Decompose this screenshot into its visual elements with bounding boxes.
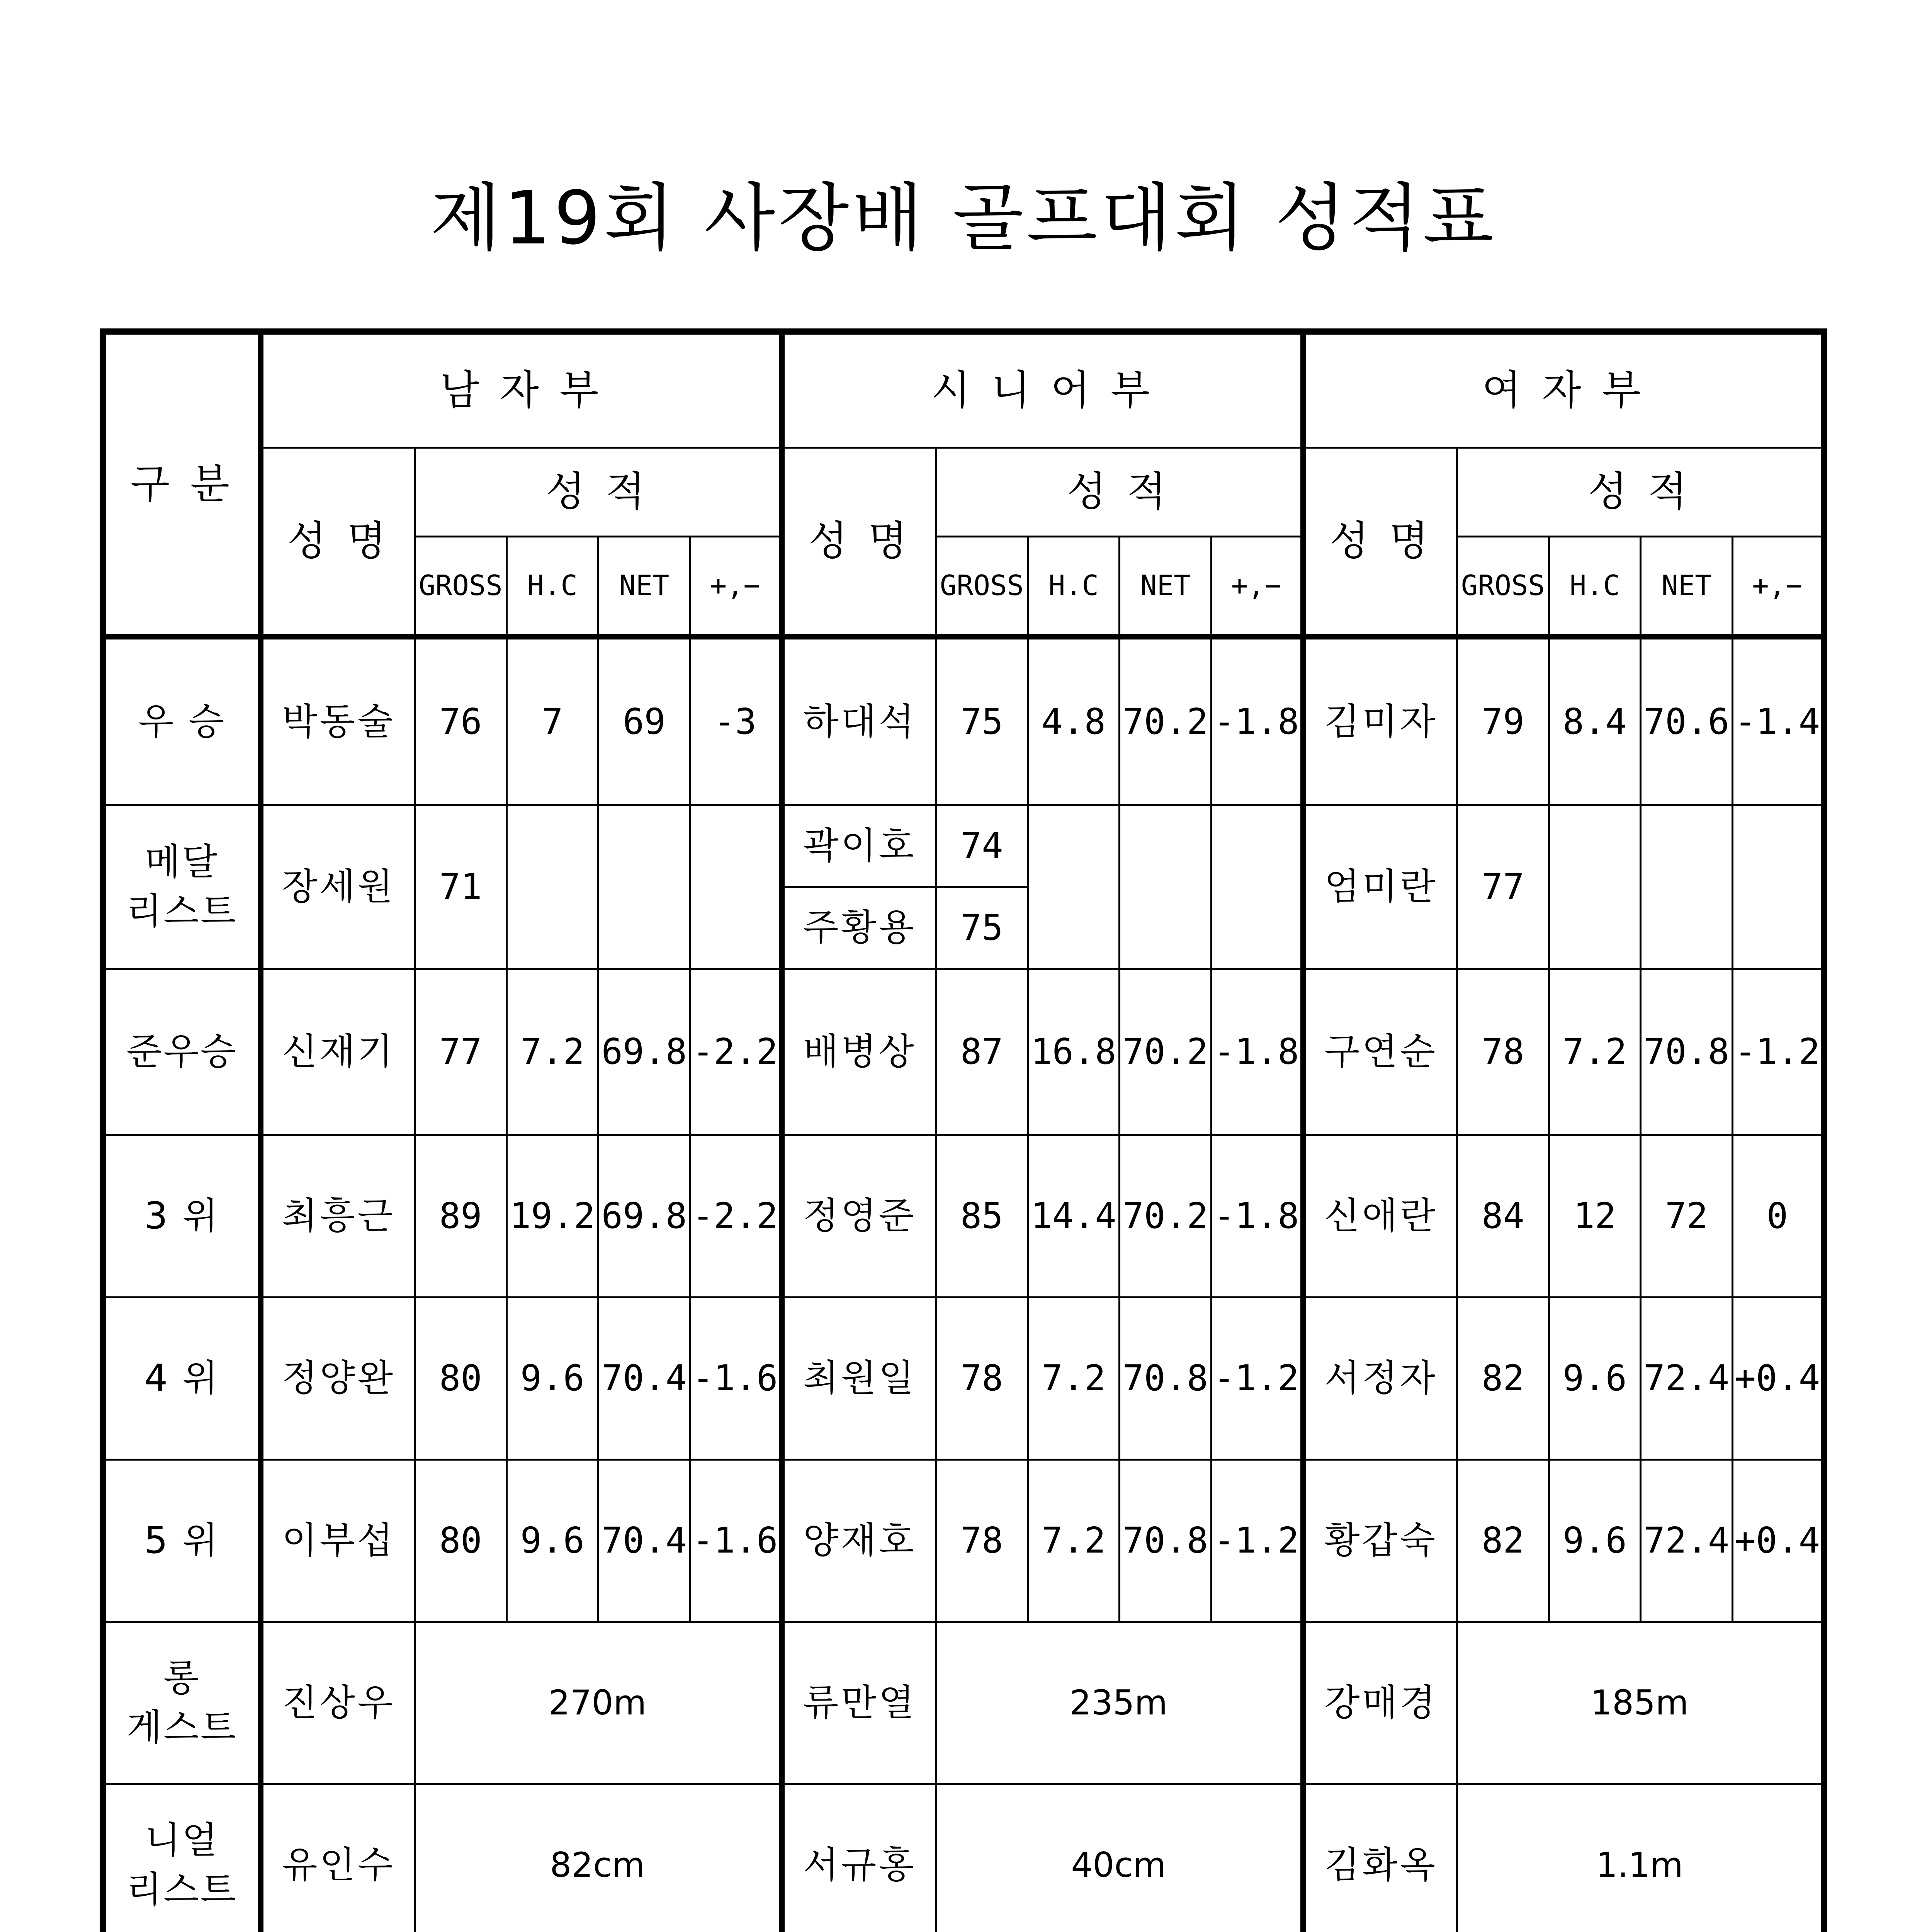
score-diff: -2.2	[690, 1135, 782, 1297]
player-name: 장세원	[261, 805, 415, 969]
division-header-men: 남 자 부	[261, 332, 782, 447]
gross-score: 80	[415, 1459, 506, 1622]
score-diff: -1.8	[1211, 969, 1303, 1135]
score-diff	[1211, 805, 1303, 969]
player-name: 엄미란	[1303, 805, 1457, 969]
player-name: 양재호	[782, 1459, 936, 1622]
net-score	[1641, 805, 1733, 969]
handicap	[1028, 805, 1120, 969]
category-header: 구 분	[103, 332, 261, 637]
row-label: 준우승	[103, 969, 261, 1135]
score-diff: -1.2	[1732, 969, 1824, 1135]
table-row	[103, 1135, 1824, 1297]
handicap: 9.6	[506, 1459, 598, 1622]
net-score: 69.8	[598, 1135, 690, 1297]
score-diff: +0.4	[1732, 1297, 1824, 1459]
score-diff: -1.8	[1211, 637, 1303, 805]
gross-score: 77	[415, 969, 506, 1135]
row-label: 3 위	[103, 1135, 261, 1297]
gross-score: 75	[936, 637, 1028, 805]
col-diff-women: +,−	[1732, 536, 1824, 637]
handicap: 9.6	[506, 1297, 598, 1459]
col-net-women: NET	[1641, 536, 1733, 637]
player-name: 류만열	[782, 1622, 936, 1784]
name-header-women: 성 명	[1303, 447, 1457, 637]
award-value: 40cm	[936, 1784, 1303, 1932]
col-net-senior: NET	[1120, 536, 1212, 637]
award-value: 82cm	[415, 1784, 782, 1932]
gross-score: 78	[936, 1297, 1028, 1459]
net-score: 70.2	[1120, 969, 1212, 1135]
handicap: 8.4	[1549, 637, 1641, 805]
gross-score: 89	[415, 1135, 506, 1297]
table-row	[103, 1784, 1824, 1932]
net-score: 70.4	[598, 1297, 690, 1459]
gross-score: 82	[1457, 1297, 1549, 1459]
col-hc-women: H.C	[1549, 536, 1641, 637]
net-score: 70.4	[598, 1459, 690, 1622]
net-score: 70.8	[1120, 1297, 1212, 1459]
player-name: 구연순	[1303, 969, 1457, 1135]
player-name: 곽이호	[782, 805, 936, 887]
player-name: 김미자	[1303, 637, 1457, 805]
handicap: 7.2	[1028, 1459, 1120, 1622]
gross-score: 75	[936, 887, 1028, 969]
award-value: 185m	[1457, 1622, 1824, 1784]
player-name: 강매경	[1303, 1622, 1457, 1784]
score-diff: -1.8	[1211, 1135, 1303, 1297]
handicap	[1549, 805, 1641, 969]
row-label: 롱 게스트	[103, 1622, 261, 1784]
table-row	[103, 969, 1824, 1135]
gross-score: 87	[936, 969, 1028, 1135]
player-name: 최흥근	[261, 1135, 415, 1297]
table-row	[103, 1297, 1824, 1459]
table-row	[103, 805, 1824, 887]
gross-score: 78	[1457, 969, 1549, 1135]
handicap: 7.2	[506, 969, 598, 1135]
gross-score: 74	[936, 805, 1028, 887]
handicap: 16.8	[1028, 969, 1120, 1135]
award-value: 270m	[415, 1622, 782, 1784]
gross-score: 78	[936, 1459, 1028, 1622]
col-gross-senior: GROSS	[936, 536, 1028, 637]
score-diff: -1.2	[1211, 1459, 1303, 1622]
gross-score: 79	[1457, 637, 1549, 805]
gross-score: 76	[415, 637, 506, 805]
score-diff: -1.6	[690, 1459, 782, 1622]
net-score: 70.6	[1641, 637, 1733, 805]
col-hc-men: H.C	[506, 536, 598, 637]
net-score: 70.2	[1120, 1135, 1212, 1297]
score-header-senior: 성 적	[936, 447, 1303, 536]
player-name: 정양완	[261, 1297, 415, 1459]
row-label: 우 승	[103, 637, 261, 805]
player-name: 최원일	[782, 1297, 936, 1459]
score-diff: -1.2	[1211, 1297, 1303, 1459]
score-diff: 0	[1732, 1135, 1824, 1297]
gross-score: 80	[415, 1297, 506, 1459]
player-name: 진상우	[261, 1622, 415, 1784]
award-value: 1.1m	[1457, 1784, 1824, 1932]
row-label: 4 위	[103, 1297, 261, 1459]
score-header-men: 성 적	[415, 447, 782, 536]
handicap: 12	[1549, 1135, 1641, 1297]
col-diff-men: +,−	[690, 536, 782, 637]
col-gross-women: GROSS	[1457, 536, 1549, 637]
score-diff: -3	[690, 637, 782, 805]
score-diff	[1732, 805, 1824, 969]
row-label: 니얼 리스트	[103, 1784, 261, 1932]
award-value: 235m	[936, 1622, 1303, 1784]
gross-score: 82	[1457, 1459, 1549, 1622]
name-header-senior: 성 명	[782, 447, 936, 637]
player-name: 하대석	[782, 637, 936, 805]
net-score: 69.8	[598, 969, 690, 1135]
handicap: 14.4	[1028, 1135, 1120, 1297]
handicap: 7.2	[1549, 969, 1641, 1135]
col-gross-men: GROSS	[415, 536, 506, 637]
net-score	[598, 805, 690, 969]
player-name: 박동술	[261, 637, 415, 805]
net-score: 70.8	[1120, 1459, 1212, 1622]
handicap: 9.6	[1549, 1459, 1641, 1622]
gross-score: 85	[936, 1135, 1028, 1297]
col-diff-senior: +,−	[1211, 536, 1303, 637]
name-header-men: 성 명	[261, 447, 415, 637]
table-row	[103, 637, 1824, 805]
player-name: 배병상	[782, 969, 936, 1135]
score-header-women: 성 적	[1457, 447, 1824, 536]
row-label: 메달 리스트	[103, 805, 261, 969]
gross-score: 77	[1457, 805, 1549, 969]
player-name: 황갑숙	[1303, 1459, 1457, 1622]
player-name: 김화옥	[1303, 1784, 1457, 1932]
score-table	[100, 328, 1827, 1932]
page-title: 제19회 사장배 골프대회 성적표	[430, 175, 1497, 261]
row-label: 5 위	[103, 1459, 261, 1622]
net-score: 72.4	[1641, 1297, 1733, 1459]
net-score: 69	[598, 637, 690, 805]
handicap: 4.8	[1028, 637, 1120, 805]
score-diff: -1.4	[1732, 637, 1824, 805]
player-name: 주황용	[782, 887, 936, 969]
handicap: 9.6	[1549, 1297, 1641, 1459]
handicap	[506, 805, 598, 969]
player-name: 서규홍	[782, 1784, 936, 1932]
col-net-men: NET	[598, 536, 690, 637]
col-hc-senior: H.C	[1028, 536, 1120, 637]
division-header-senior: 시 니 어 부	[782, 332, 1303, 447]
handicap: 7	[506, 637, 598, 805]
player-name: 유인수	[261, 1784, 415, 1932]
player-name: 서정자	[1303, 1297, 1457, 1459]
player-name: 정영준	[782, 1135, 936, 1297]
net-score: 72	[1641, 1135, 1733, 1297]
player-name: 신재기	[261, 969, 415, 1135]
gross-score: 71	[415, 805, 506, 969]
handicap: 19.2	[506, 1135, 598, 1297]
score-diff: -2.2	[690, 969, 782, 1135]
table-row	[103, 1459, 1824, 1622]
net-score: 70.2	[1120, 637, 1212, 805]
division-header-women: 여 자 부	[1303, 332, 1824, 447]
gross-score: 84	[1457, 1135, 1549, 1297]
handicap: 7.2	[1028, 1297, 1120, 1459]
net-score: 70.8	[1641, 969, 1733, 1135]
table-row	[103, 1622, 1824, 1784]
score-diff	[690, 805, 782, 969]
score-diff: +0.4	[1732, 1459, 1824, 1622]
net-score	[1120, 805, 1212, 969]
score-diff: -1.6	[690, 1297, 782, 1459]
net-score: 72.4	[1641, 1459, 1733, 1622]
player-name: 이부섭	[261, 1459, 415, 1622]
player-name: 신애란	[1303, 1135, 1457, 1297]
